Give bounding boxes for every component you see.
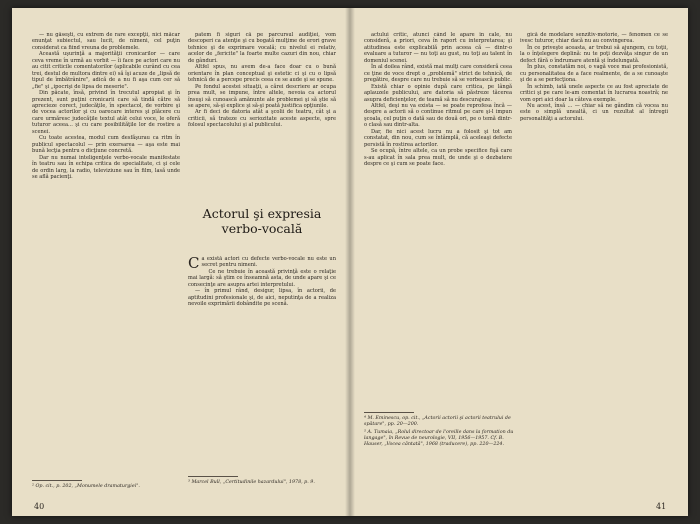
paragraph: În al doilea rând, există mai mulţi care consideră ceea ce ţine de voce drept o „problemă" strict de tehnică, de pregătire, despre care nu trebuie să se vorbească public.: [364, 64, 512, 84]
paragraph: Această uşurinţă a majorităţii cronicarilor — care ceva vreme în urmă au vorbit — îi face pe actori care nu au citit criticile comentatorilor (aplicabile curând cu cea trei, destul de multora dintre ei) să îşi acuze de „lipsă de tipul de îmbătrânire", adică de a nu fi aşa cum cer să „fie" şi „ipocrişi de lipsa de meserie".: [32, 51, 180, 90]
paragraph: Se ocupă, între altele, ca un probe specifice fişă care s-au aplicat în sala prea mult, de unde şi o dezbatere despre ce şi cum se poate face.: [364, 148, 512, 168]
left-page-column-2: [188, 32, 336, 180]
footnote: ³ Marcel Bull, „Certitudinile hazardului", 1978, p. 9.: [188, 480, 315, 485]
paragraph: Ar fi deci de datoria atât a şcolii de teatru, cât şi a criticii, să trateze cu seriozitate aceste aspecte, spre folosul spectacolului şi al publicului.: [188, 109, 336, 129]
left-page: [12, 8, 350, 516]
article-title: Actorul şi expresia verbo-vocală: [202, 206, 322, 236]
footnote: ⁵ A. Tumaia, „Rolul directoar de l'oreille dans la formation du langage", în Revue de neurologie, VII, 1956—1957. Cf. B. Hauser, „Vocea cântată", 1968 (traducere), pp. 220—224.: [364, 430, 514, 447]
paragraph: Din păcate, însă, privind în trecutul apropiat şi în prezent, sunt puţini cronicarii care să tindă către să aprecieze corect, judecăţile, în spectacol, de vorbire şi de vocea actorilor şi cu oarecare interes şi plăcere cu care urmăresc judecăţile textul atât celui voce, le oferă tuturor aceea... şi cu care posibilităţile lor de rostire a scenei.: [32, 90, 180, 135]
paragraph: — în primul rând, desigur, lipsa, în actorii, de aptitudini profesionale şi, de aici, neputinţa de a realiza nevoile exprimării dobândite pe scenă.: [188, 288, 336, 308]
footnote-rule: [32, 480, 82, 481]
paragraph: Altfel spus, nu avem de-a face doar cu o bună orientare în plan conceptual şi estetic ci şi cu o lipsă tehnică de a percepe precis ceea ce se aude şi se spune.: [188, 64, 336, 84]
paragraph: Pe fondul acestei situaţii, a cărei descriere ar ocupa prea mult, se impune, între altele, nevoia ca actorul însuşi să cunoască amănunte ale problemei şi să ştie să se apere, să-şi explice şi să-şi poată justifica opţiunile.: [188, 83, 336, 109]
book-spread: [12, 8, 688, 516]
footnote: ² Op. cit., p. 202, „Monumele dramaturgiei".: [32, 484, 140, 489]
footnote: ⁴ M. Eminescu, op. cit., „Actorii actorii şi actorii teatrului de spătare", pp. 20—200.: [364, 416, 511, 427]
right-page-column-1: [364, 32, 512, 406]
paragraph: actului critic, atunci când le apare în cale, nu consideră, a priori, ceva în raport cu interpretarea; şi atitudinea este explicabilă prin aceea că — dintr-o evaluare a tuturor — nu toţi au gust, nu toţi au talent în domeniul scenei.: [364, 32, 512, 64]
paragraph: — nu găseşti, cu extrem de rare excepţii, nici măcar enunţat subiectul, sau lucit, de nimeni, cel puţin considerat ca fiind vreuna de problemele.: [32, 32, 180, 51]
paragraph: patem fi siguri că pe parcursul audiţiei, vom descoperi ca atenţie şi cu bogată mulţime de erori grave tehnice şi de exprimare vocală; cu nivelul ei relativ, acelor de „fericite" la foarte multe cazuri din nou, chiar de gânduri.: [188, 32, 336, 64]
paragraph: Cu toate acestea, modul cum desfăşurau ca ritm în publicul spectacolul — prin exersarea — aşa este mai bună lecţia pentru o dicţiune concretă.: [32, 135, 180, 155]
right-page-column-2: [520, 32, 668, 494]
paragraph: În plus, constatăm noi, o vagă voce mai profesionistă, cu personalitatea de a face realmente, de a se cunoaşte şi de a se perfecţiona.: [520, 64, 668, 84]
article-intro: [188, 256, 336, 468]
paragraph: Dar, fie nici acest lucru nu a folosit şi tot am constatat, din nou, cum se întâmplă, că aceleaşi defecte persistă în rostirea actorilor.: [364, 128, 512, 148]
paragraph: Dar nu numai inteligenţele verbo-vocale manifestate în teatru sau în echipa critica de specialitate, ci şi cele de ordin larg, la radio, televiziune sau în film, lasă unde se află pacienţi.: [32, 154, 180, 180]
page-number: 41: [656, 502, 667, 511]
book-gutter: [345, 8, 355, 516]
paragraph: În schimb, iată unele aspecte ce au fost apreciate de critici şi pe care le-am comentat în lucrarea noastră; ne vom opri aici doar la câteva exemple.: [520, 83, 668, 103]
footnote-rule: [188, 476, 238, 477]
right-page: [350, 8, 688, 516]
page-number: 40: [34, 502, 45, 511]
paragraph: Altfel, deşi nu va exista — se poate reprofesa încă — despre a actorii să o continue ritmul pe care şi-l impun şcoala, cel puţin o dată sau de două ori, pe o temă dintr-o clasă sau dintr-alta.: [364, 102, 512, 129]
drop-cap: C: [188, 256, 200, 272]
intro-text: a există actori cu defecte verbo-vocale nu este un secret pentru nimeni.: [201, 256, 336, 269]
paragraph: gică de modelare senzitiv-motorie, — fenomen ce se ivesc tuturor, chiar dacă nu au convingerea.: [520, 32, 668, 45]
paragraph: În ce priveşte aceasta, ar trebui să ajungem, cu toţii, la o înţelegere deplină: nu te poţi dezvăţa singur de un defect fără o îndrumare atentă şi îndelungată.: [520, 44, 668, 64]
paragraph: Există chiar o opinie după care critica, pe lângă aplauzele publicului, are datoria să păstreze tăcerea asupra deficienţelor, de teamă să nu descurajeze.: [364, 83, 512, 103]
left-page-column-1: [32, 32, 180, 472]
paragraph: Nu acest, însă ... — chiar să ne gândim că vocea nu este o simplă unealtă, ci un rezultat al întregii personalităţi a actorului.: [520, 102, 668, 122]
footnote-rule: [364, 412, 414, 413]
paragraph: Ce ne trebuie în această privinţă este o relaţie mai largă: să ştim ce înseamnă asta, de unde apare şi ce consecinţe are asupra artei interpretului.: [188, 268, 336, 288]
paragraph: [188, 256, 336, 272]
